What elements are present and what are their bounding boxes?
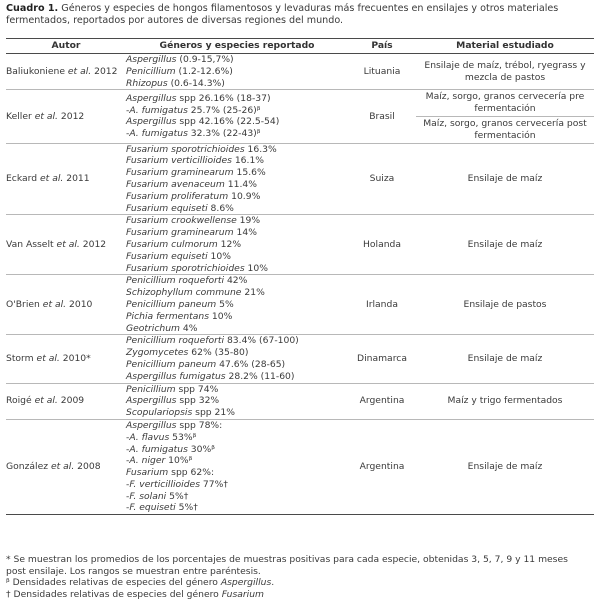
country-cell: Brasil (348, 90, 416, 143)
species-entry (126, 203, 348, 215)
species-detail: 47.6% (28-65) (216, 358, 286, 370)
species-name: Aspergillus (126, 92, 177, 104)
species-name: A. fumigatus (129, 443, 188, 455)
species-entry (126, 479, 348, 491)
author-year: 2010* (62, 353, 91, 365)
species-entry (126, 455, 348, 467)
species-entry (126, 323, 348, 335)
table-notes (6, 554, 594, 600)
species-detail: spp 26.16% (18-37) (176, 92, 271, 104)
species-name: A. flavus (129, 431, 170, 443)
species-detail: 10%ᵝ (165, 455, 193, 467)
species-entry (126, 54, 348, 66)
author-cell (6, 215, 126, 275)
species-name: Fusarium verticillioides (126, 155, 232, 167)
species-name: F. solani (129, 490, 167, 502)
species-prefix: - (126, 128, 130, 140)
species-entry (126, 105, 348, 117)
species-detail: spp 32% (176, 395, 220, 407)
species-entry (126, 432, 348, 444)
author-cell (6, 275, 126, 335)
species-cell (126, 90, 348, 143)
species-detail: 12% (217, 238, 242, 250)
species-detail: 19% (236, 215, 261, 227)
table-row (6, 383, 594, 419)
note-line-2: post ensilaje. Los rangos se muestran entre paréntesis. (6, 565, 261, 577)
species-prefix: - (126, 490, 130, 502)
species-name: Penicillium roqueforti (126, 335, 225, 347)
species-cell (126, 215, 348, 275)
species-name: Penicillium (126, 383, 176, 395)
species-name: Fusarium equiseti (126, 250, 208, 262)
species-entry (126, 167, 348, 179)
species-cell (126, 383, 348, 419)
material-post: Maíz, sorgo, granos cervecería post fermentación (423, 117, 587, 141)
species-name: Fusarium proliferatum (126, 190, 229, 202)
author-name: Storm (6, 353, 34, 365)
table-row (6, 215, 594, 275)
note-4-prefix: † Densidades relativas de especies del género (6, 588, 222, 600)
species-name: Aspergillus (126, 116, 177, 128)
author-name: González (6, 461, 49, 473)
species-name: Aspergillus (126, 54, 177, 65)
species-detail: spp 21% (192, 407, 235, 419)
species-detail: 4% (179, 322, 198, 334)
table-body (6, 54, 594, 515)
species-entry (126, 467, 348, 479)
author-etal: et al. (67, 65, 92, 77)
author-name: Baliukoniene (6, 65, 65, 77)
note-3-prefix: ᵝ Densidades relativas de especies del género (6, 577, 221, 589)
table-row (6, 90, 594, 143)
author-year: 2012 (94, 65, 118, 77)
species-name: Pichia fermentans (126, 310, 210, 322)
species-name: Fusarium graminearum (126, 227, 234, 239)
species-name: Fusarium culmorum (126, 238, 218, 250)
species-entry (126, 371, 348, 383)
species-entry (126, 144, 348, 156)
author-year: 2009 (60, 395, 85, 407)
author-cell (6, 383, 126, 419)
species-entry (126, 93, 348, 105)
author-etal: et al. (56, 238, 80, 250)
species-detail: 30%ᵝ (187, 443, 215, 455)
country-cell: Argentina (348, 383, 416, 419)
note-line-4 (6, 589, 594, 601)
species-entry (126, 251, 348, 263)
species-prefix: - (126, 502, 130, 514)
species-detail: 5%† (175, 502, 198, 514)
species-entry (126, 407, 348, 419)
species-detail: 10% (207, 250, 231, 262)
species-entry (126, 78, 348, 90)
header-especies: Géneros y especies reportado (126, 39, 348, 54)
species-prefix: - (126, 478, 130, 490)
species-name: Penicillium roqueforti (126, 275, 225, 287)
species-detail: 16.3% (244, 143, 277, 155)
material-cell: Ensilaje de maíz (416, 143, 594, 215)
author-year: 2010 (69, 298, 93, 310)
country-cell: Dinamarca (348, 335, 416, 383)
species-entry (126, 395, 348, 407)
species-entry (126, 384, 348, 396)
species-detail: 25.7% (25-26)ᵝ (187, 104, 261, 116)
note-4-genus: Fusarium (221, 588, 264, 600)
country-cell: Holanda (348, 215, 416, 275)
species-prefix: - (126, 431, 130, 443)
species-name: A. fumigatus (129, 128, 188, 140)
species-name: Aspergillus fumigatus (126, 370, 226, 382)
species-name: Geotrichum (126, 322, 180, 334)
author-year: 2012 (60, 110, 85, 122)
fungi-table (6, 38, 594, 515)
author-name: Roigé (6, 395, 32, 407)
species-detail: spp 62%: (168, 467, 215, 479)
species-entry (126, 116, 348, 128)
author-name: O'Brien (6, 298, 40, 310)
species-detail: 32.3% (22-43)ᵝ (187, 128, 261, 140)
species-name: Fusarium (126, 467, 169, 479)
species-cell (126, 54, 348, 90)
caption-label: Cuadro 1. (6, 3, 59, 14)
table-row (6, 275, 594, 335)
species-prefix: - (126, 104, 130, 116)
species-cell (126, 275, 348, 335)
table-row (6, 419, 594, 514)
species-detail: (0.9-15,7%) (176, 54, 234, 65)
species-cell (126, 419, 348, 514)
table-row (6, 335, 594, 383)
species-name: Fusarium graminearum (126, 167, 234, 179)
species-detail: spp 42.16% (22.5-54) (176, 116, 280, 128)
species-detail: (1.2-12.6%) (175, 65, 233, 77)
author-etal: et al. (50, 461, 75, 473)
species-detail: 77%† (200, 478, 228, 490)
species-detail: 16.1% (231, 155, 265, 167)
species-entry (126, 263, 348, 275)
species-detail: 10% (209, 310, 233, 322)
country-cell: Suiza (348, 143, 416, 215)
species-entry (126, 359, 348, 371)
species-detail: 53%ᵝ (169, 431, 197, 443)
author-name: Eckard (6, 173, 38, 185)
species-detail: 8.6% (207, 202, 234, 214)
header-pais: País (348, 39, 416, 54)
species-entry (126, 239, 348, 251)
material-pre: Maíz, sorgo, granos cervecería pre fermentación (416, 90, 594, 117)
species-entry (126, 491, 348, 503)
author-etal: et al. (40, 173, 64, 185)
author-cell (6, 419, 126, 514)
author-etal: et al. (34, 395, 58, 407)
species-entry (126, 444, 348, 456)
species-name: Aspergillus (126, 395, 177, 407)
author-year: 2008 (77, 461, 101, 473)
material-cell: Ensilaje de pastos (416, 275, 594, 335)
species-name: Fusarium equiseti (126, 202, 208, 214)
table-row (6, 54, 594, 90)
species-name: Penicillium paneum (126, 358, 217, 370)
species-entry (126, 335, 348, 347)
species-entry (126, 420, 348, 432)
species-detail: 5%† (166, 490, 189, 502)
material-cell: Ensilaje de maíz (416, 335, 594, 383)
species-detail: 14% (233, 227, 257, 239)
species-prefix: - (126, 455, 130, 467)
species-name: Scopulariopsis (126, 407, 193, 419)
species-name: F. verticillioides (129, 478, 200, 490)
material-cell: Maíz y trigo fermentados (416, 383, 594, 419)
author-cell (6, 335, 126, 383)
material-cell: Ensilaje de maíz (416, 419, 594, 514)
species-entry (126, 227, 348, 239)
species-prefix: - (126, 443, 130, 455)
species-entry (126, 215, 348, 227)
species-detail: 10% (244, 262, 268, 274)
author-etal: et al. (36, 353, 60, 365)
species-entry (126, 347, 348, 359)
author-cell (6, 54, 126, 90)
species-name: Aspergillus (126, 419, 177, 431)
caption-text: Géneros y especies de hongos filamentosos y levaduras más frecuentes en ensilajes y otros materiales fermentados, reportados por autores de diversas regiones del mundo. (6, 3, 559, 27)
species-entry (126, 155, 348, 167)
note-line-3 (6, 577, 594, 589)
species-detail: spp 78%: (176, 419, 223, 431)
species-name: Penicillium paneum (126, 298, 217, 310)
species-name: A. fumigatus (129, 104, 188, 116)
table-caption (6, 3, 594, 28)
species-detail: 62% (35-80) (188, 347, 249, 359)
species-entry (126, 179, 348, 191)
table-header-row (6, 39, 594, 54)
species-detail: 11.4% (224, 178, 257, 190)
species-name: Fusarium sporotrichioides (126, 143, 245, 155)
species-name: A. niger (129, 455, 166, 467)
material-cell: Ensilaje de maíz, trébol, ryegrass y mezcla de pastos (416, 54, 594, 90)
species-name: Penicillium (126, 65, 176, 77)
note-3-genus: Aspergillus (220, 577, 272, 589)
species-detail: 21% (241, 287, 265, 299)
material-cell (416, 90, 594, 143)
species-name: Fusarium crookwellense (126, 215, 237, 227)
species-cell (126, 143, 348, 215)
species-name: Schizophyllum commune (126, 287, 242, 299)
author-year: 2011 (66, 173, 90, 185)
species-detail: 28.2% (11-60) (225, 370, 295, 382)
species-entry (126, 275, 348, 287)
author-year: 2012 (82, 238, 107, 250)
species-entry (126, 502, 348, 514)
author-name: Van Asselt (6, 238, 54, 250)
species-detail: 10.9% (228, 190, 261, 202)
country-cell: Irlanda (348, 275, 416, 335)
species-cell (126, 335, 348, 383)
species-detail: (0.6-14.3%) (167, 77, 225, 89)
author-cell (6, 90, 126, 143)
species-detail: 42% (224, 275, 248, 287)
note-3-suffix: . (271, 577, 275, 589)
species-name: Fusarium avenaceum (126, 178, 225, 190)
author-name: Keller (6, 110, 32, 122)
material-cell: Ensilaje de maíz (416, 215, 594, 275)
species-detail: spp 74% (175, 383, 219, 395)
species-entry (126, 311, 348, 323)
note-line-1: * Se muestran los promedios de los porcentajes de muestras positivas para cada especie, obtenidas 3, 5, 7, 9 y 11 meses (6, 554, 568, 565)
species-detail: 15.6% (233, 167, 266, 179)
author-cell (6, 143, 126, 215)
species-entry (126, 287, 348, 299)
author-etal: et al. (34, 110, 58, 122)
species-entry (126, 66, 348, 78)
table-row (6, 143, 594, 215)
species-detail: 83.4% (67-100) (224, 335, 299, 347)
species-name: Zygomycetes (126, 347, 189, 359)
species-name: Fusarium sporotrichioides (126, 262, 245, 274)
species-name: F. equiseti (129, 502, 176, 514)
species-entry (126, 191, 348, 203)
species-name: Rhizopus (126, 77, 168, 89)
country-cell: Lituania (348, 54, 416, 90)
author-etal: et al. (42, 298, 67, 310)
species-entry (126, 128, 348, 140)
country-cell: Argentina (348, 419, 416, 514)
species-entry (126, 299, 348, 311)
species-detail: 5% (216, 298, 234, 310)
header-material: Material estudiado (416, 39, 594, 54)
header-autor: Autor (6, 39, 126, 54)
